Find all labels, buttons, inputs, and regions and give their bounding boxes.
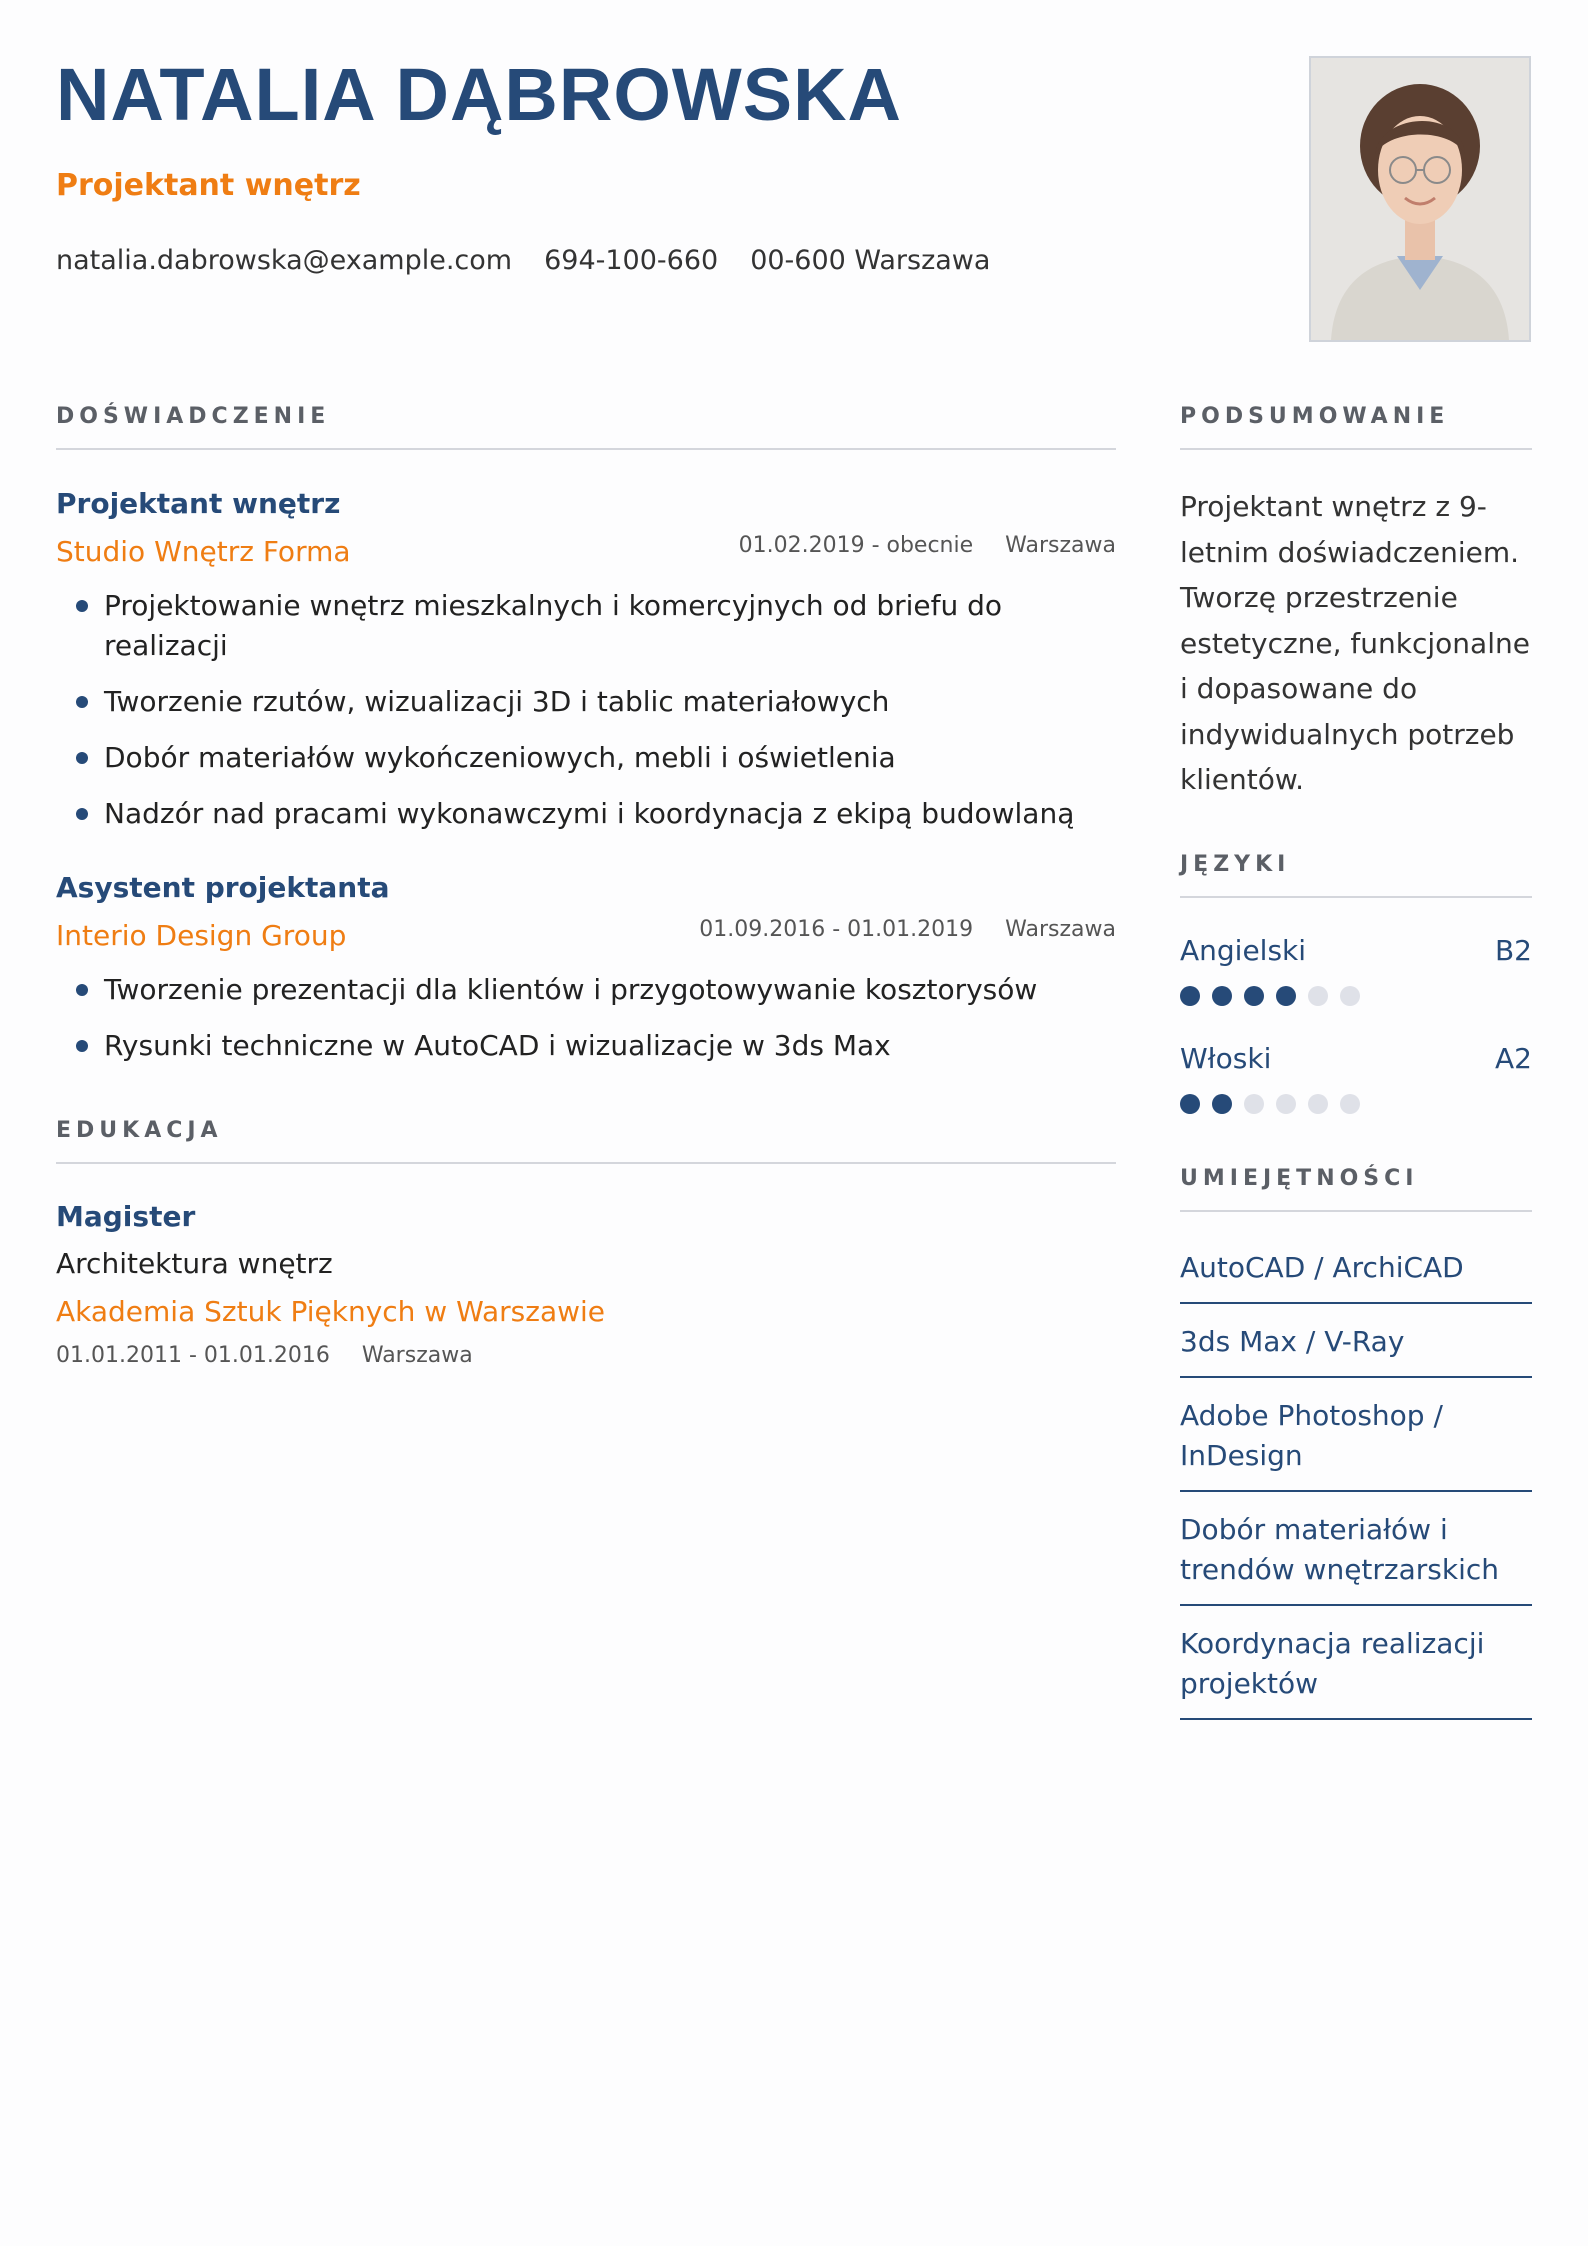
rating-dot-filled [1276, 986, 1296, 1006]
summary-heading: PODSUMOWANIE [1180, 404, 1450, 429]
education-heading: EDUKACJA [56, 1118, 223, 1143]
list-item: Tworzenie rzutów, wizualizacji 3D i tablic materiałowych [56, 682, 1116, 722]
job-2-company: Interio Design Group [56, 919, 347, 952]
language-italian-rating [1180, 1094, 1360, 1114]
rating-dot-empty [1276, 1094, 1296, 1114]
job-2-bullets [56, 970, 1116, 1082]
summary-text: Projektant wnętrz z 9-letnim doświadczeniem. Tworzę przestrzenie estetyczne, funkcjonalne i dopasowane do indywidualnych potrzeb klientów. [1180, 490, 1530, 796]
job-title: Projektant wnętrz [56, 168, 361, 203]
rating-dot-filled [1180, 1094, 1200, 1114]
summary-divider [1180, 448, 1532, 450]
education-field: Architektura wnętrz [56, 1247, 333, 1280]
language-level: A2 [1495, 1042, 1532, 1075]
email[interactable]: natalia.dabrowska@example.com [56, 245, 513, 276]
skill-item: AutoCAD / ArchiCAD [1180, 1212, 1532, 1304]
rating-dot-filled [1212, 1094, 1232, 1114]
job-1-company: Studio Wnętrz Forma [56, 535, 351, 568]
job-1-dates: 01.02.2019 - obecnie [738, 533, 974, 558]
list-item: Tworzenie prezentacji dla klientów i przygotowywanie kosztorysów [56, 970, 1116, 1010]
job-2-city: Warszawa [1005, 917, 1116, 942]
rating-dot-empty [1340, 986, 1360, 1006]
education-school: Akademia Sztuk Pięknych w Warszawie [56, 1295, 606, 1328]
profile-photo [1309, 56, 1531, 342]
job-1-meta [739, 533, 1116, 558]
skills-list [1180, 1212, 1532, 1720]
experience-divider [56, 448, 1116, 450]
rating-dot-empty [1340, 1094, 1360, 1114]
language-english [1180, 934, 1532, 967]
list-item: Dobór materiałów wykończeniowych, mebli i oświetlenia [56, 738, 1116, 778]
skill-item: Adobe Photoshop / InDesign [1180, 1378, 1532, 1492]
skills-heading: UMIEJĘTNOŚCI [1180, 1166, 1419, 1191]
language-name: Angielski [1180, 934, 1307, 967]
rating-dot-filled [1212, 986, 1232, 1006]
rating-dot-filled [1244, 986, 1264, 1006]
education-dates: 01.01.2011 - 01.01.2016 [56, 1343, 330, 1368]
education-meta [56, 1343, 473, 1368]
education-city: Warszawa [361, 1343, 473, 1368]
language-level: B2 [1494, 934, 1532, 967]
job-2-meta [699, 917, 1116, 942]
language-english-rating [1180, 986, 1360, 1006]
job-1-city: Warszawa [1005, 533, 1116, 558]
rating-dot-empty [1308, 986, 1328, 1006]
education-divider [56, 1162, 1116, 1164]
person-portrait-icon [1311, 58, 1529, 340]
list-item: Nadzór nad pracami wykonawczymi i koordynacja z ekipą budowlaną [56, 794, 1116, 834]
full-name: NATALIA DĄBROWSKA [56, 53, 902, 136]
rating-dot-filled [1180, 986, 1200, 1006]
languages-divider [1180, 896, 1532, 898]
job-2-dates: 01.09.2016 - 01.01.2019 [699, 917, 974, 942]
list-item: Rysunki techniczne w AutoCAD i wizualizacje w 3ds Max [56, 1026, 1116, 1066]
list-item: Projektowanie wnętrz mieszkalnych i komercyjnych od briefu do realizacji [56, 586, 1116, 666]
language-name: Włoski [1180, 1042, 1272, 1075]
job-1-position: Projektant wnętrz [56, 487, 341, 520]
skill-item: 3ds Max / V-Ray [1180, 1304, 1532, 1378]
contact-info [56, 245, 990, 276]
rating-dot-empty [1244, 1094, 1264, 1114]
languages-heading: JĘZYKI [1180, 852, 1291, 877]
experience-heading: DOŚWIADCZENIE [56, 404, 331, 429]
phone[interactable]: 694-100-660 [544, 245, 719, 276]
language-italian [1180, 1042, 1532, 1075]
job-2-position: Asystent projektanta [56, 871, 390, 904]
skill-item: Dobór materiałów i trendów wnętrzarskich [1180, 1492, 1532, 1606]
rating-dot-empty [1308, 1094, 1328, 1114]
job-1-bullets [56, 586, 1116, 850]
education-degree: Magister [56, 1200, 196, 1233]
address: 00-600 Warszawa [750, 245, 991, 276]
skill-item: Koordynacja realizacji projektów [1180, 1606, 1532, 1720]
